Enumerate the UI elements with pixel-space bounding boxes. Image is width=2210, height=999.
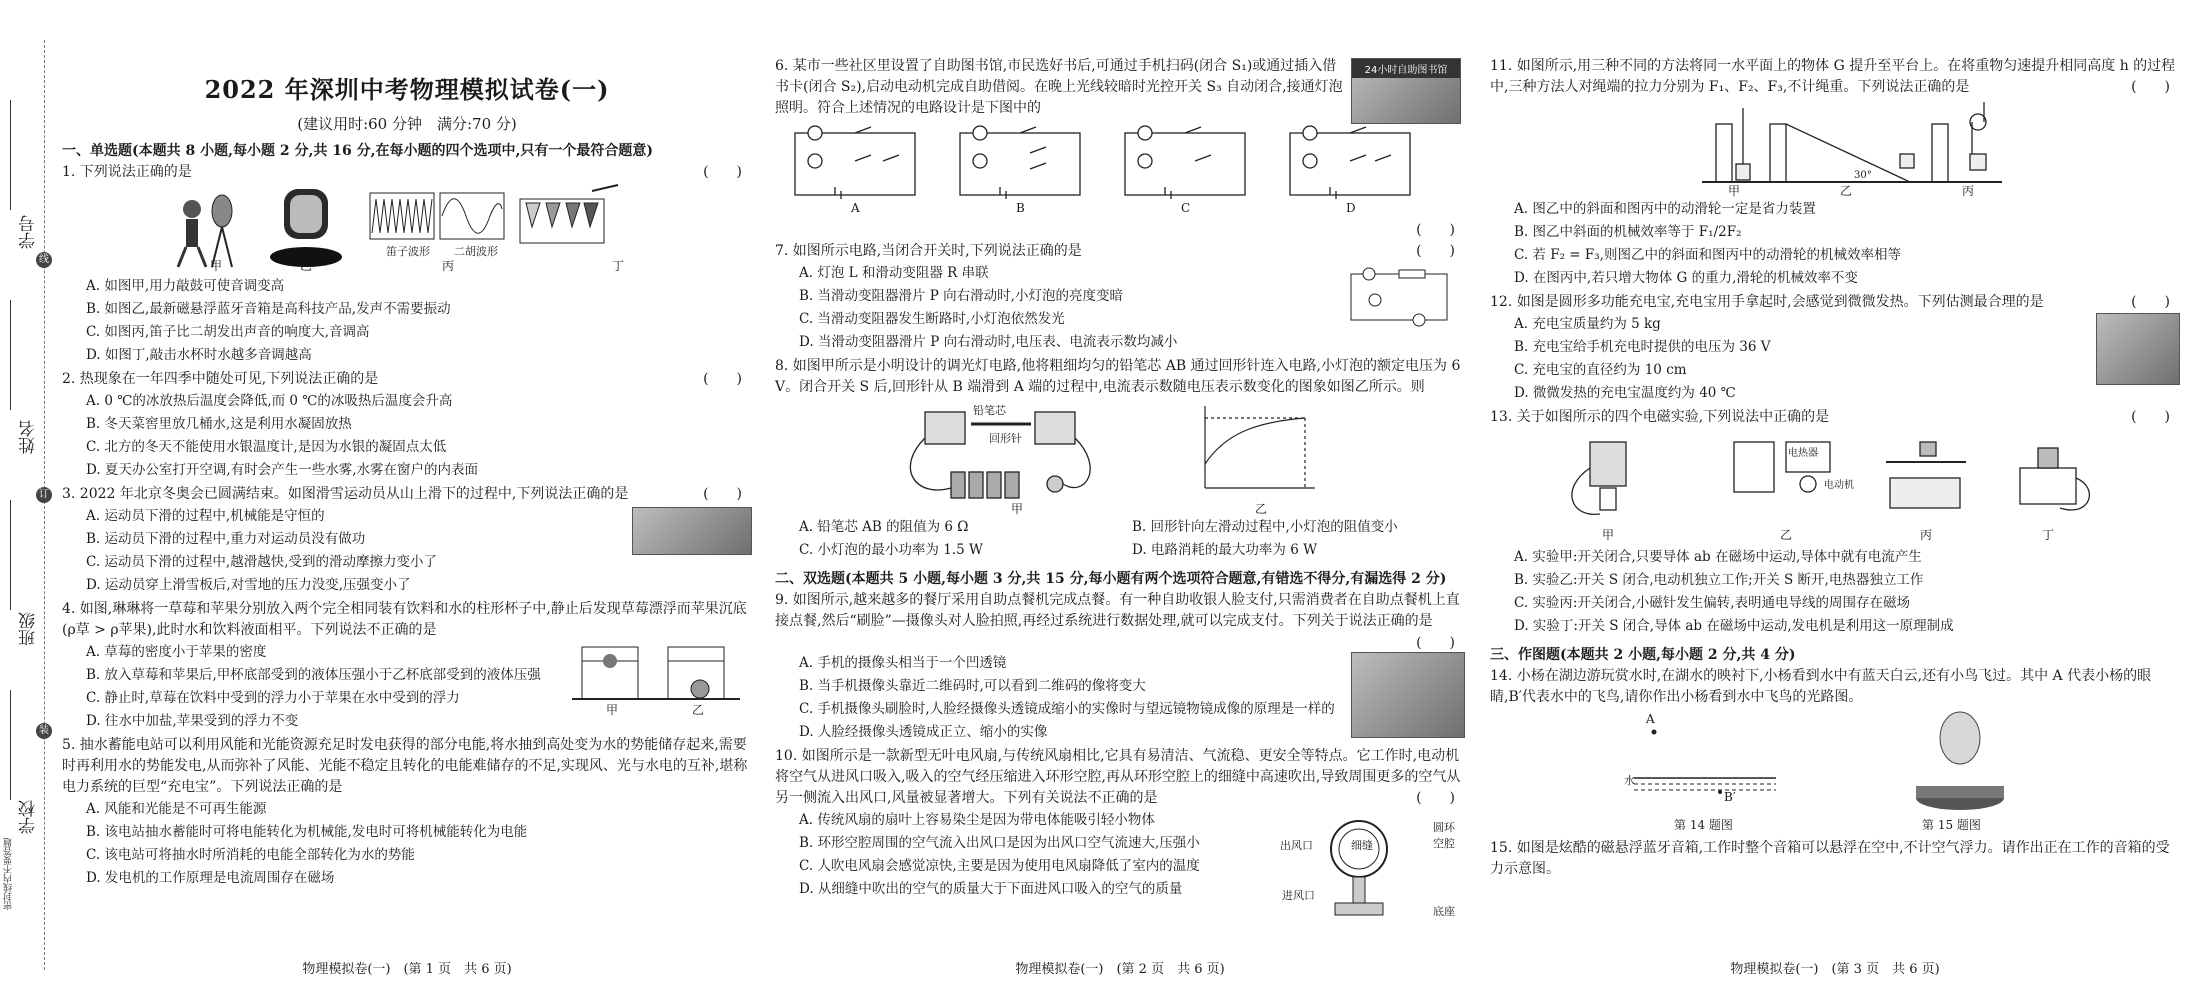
q13-option-d: D. 实验丁:开关 S 闭合,导体 ab 在磁场中运动,发电机是利用这一原理制成 (1514, 618, 1954, 634)
fig-label-yi: 乙 (300, 259, 313, 273)
wave-flute (370, 193, 434, 239)
q2-option-d: D. 夏天办公室打开空调,有时会产生一些水雾,水雾在窗户的内表面 (86, 462, 479, 478)
name-field[interactable] (10, 300, 11, 410)
q6-circuits (775, 123, 1465, 219)
q12-option-c: C. 充电宝的直径约为 10 cm (1514, 362, 1687, 378)
q2-option-b: B. 冬天菜窖里放几桶水,这是利用水凝固放热 (86, 416, 352, 432)
q13-figures (1490, 428, 2180, 546)
q12-option-d: D. 微微发热的充电宝温度约为 40 ℃ (1514, 385, 1736, 401)
fig-label-ding: 丁 (2042, 528, 2055, 542)
q11-stem: 11. 如图所示,用三种不同的方法将同一水平面上的物体 G 提升至平台上。在将重物匀速提升相同高度 h 的过程中,三种方法人对绳端的拉力分别为 F₁、F₂、F₃,不计绳重。下列说法正确的是 (1490, 58, 2176, 95)
question-5 (62, 735, 752, 798)
heater-label: 电热器 (1788, 448, 1818, 459)
fig-label-yi: 乙 (1780, 528, 1793, 542)
class-field[interactable] (10, 500, 11, 610)
q2-option-a: A. 0 ℃的冰放热后温度会降低,而 0 ℃的冰吸热后温度会升高 (86, 393, 453, 409)
student-id-field[interactable] (10, 100, 11, 210)
q1-figures (62, 183, 752, 275)
q13-option-c: C. 实验丙:开关闭合,小磁针发生偏转,表明通电导线的周围存在磁场 (1514, 595, 1911, 611)
q10-option-b: B. 环形空腔周围的空气流入出风口是因为出风口空气流速大,压强小 (799, 835, 1200, 851)
q11-option-a: A. 图乙中的斜面和图丙中的动滑轮一定是省力装置 (1514, 201, 1816, 217)
answer-paren[interactable]: ( ) (1416, 243, 1455, 259)
lift-figures (1702, 102, 2002, 182)
q9-option-a: A. 手机的摄像头相当于一个凹透镜 (799, 655, 1007, 671)
page-footer-1: 物理模拟卷(一) (第 1 页 共 6 页) (302, 962, 512, 977)
q11-figures (1490, 98, 2180, 198)
q2-stem: 2. 热现象在一年四季中随处可见,下列说法正确的是 (62, 371, 379, 387)
answer-paren[interactable]: ( ) (1416, 790, 1455, 806)
q7-option-c: C. 当滑动变阻器发生断路时,小灯泡依然发光 (799, 311, 1065, 327)
point-a-label: A (1646, 712, 1655, 726)
water-label: 水 (1624, 774, 1635, 787)
q2-option-c: C. 北方的冬天不能使用水银温度计,是因为水银的凝固点太低 (86, 439, 447, 455)
student-id-label: 学号 (19, 215, 39, 249)
question-7 (775, 241, 1465, 262)
library-sign: 24小时自助图书馆 (1352, 59, 1460, 78)
fig-label-ding: 丁 (612, 259, 625, 273)
q11-option-d: D. 在图丙中,若只增大物体 G 的重力,滑轮的机械效率不变 (1514, 270, 1858, 286)
wave-erhu (440, 193, 504, 239)
fig-label-jia: 甲 (1011, 502, 1024, 516)
power-bank-photo (2096, 313, 2180, 385)
q10-option-d: D. 从细缝中吹出的空气的质量大于下面进风口吸入的空气的质量 (799, 881, 1183, 897)
circuit-a (795, 126, 915, 199)
skier-photo (632, 507, 752, 555)
question-2 (62, 369, 752, 390)
paper-clip-label: 回形针 (989, 432, 1022, 445)
q5-option-b: B. 该电站抽水蓄能时可将电能转化为机械能,发电时可将机械能转化为电能 (86, 824, 528, 840)
q5-option-d: D. 发电机的工作原理是电流周围存在磁场 (86, 870, 335, 886)
question-11 (1490, 56, 2180, 98)
cup-label-yi: 乙 (691, 703, 704, 717)
circuit-label-a: A (851, 201, 860, 215)
answer-paren[interactable]: ( ) (2131, 294, 2170, 310)
answer-paren[interactable]: ( ) (1416, 222, 1455, 238)
section-single-choice: 一、单选题(本题共 8 小题,每小题 2 分,共 16 分,在每小题的四个选项中,只有一个最符合题意) (62, 143, 653, 159)
cup-label-jia: 甲 (605, 703, 618, 717)
fig-label-jia: 甲 (1728, 184, 1741, 198)
q8-option-b: B. 回形针向左滑动过程中,小灯泡的阻值变小 (1132, 519, 1398, 535)
motor-label: 电动机 (1824, 480, 1854, 491)
question-13 (1490, 407, 2180, 428)
q10-option-a: A. 传统风扇的扇叶上容易染尘是因为带电体能吸引轻小物体 (799, 812, 1155, 828)
fan-label-base: 底座 (1433, 905, 1455, 918)
q7-option-d: D. 当滑动变阻器滑片 P 向右滑动时,电压表、电流表示数均减小 (799, 334, 1178, 350)
seal-mark-2: 订 (36, 487, 52, 503)
answer-paren[interactable]: ( ) (703, 371, 742, 387)
circuit-label-c: C (1181, 201, 1191, 215)
q3-option-d: D. 运动员穿上滑雪板后,对雪地的压力没变,压强变小了 (86, 577, 411, 593)
q11-figure-svg (1490, 98, 2180, 198)
q7-circuit (1345, 266, 1455, 328)
question-12 (1490, 292, 2180, 313)
q1-figure-svg (62, 183, 752, 275)
q13-stem: 13. 关于如图所示的四个电磁实验,下列说法中正确的是 (1490, 409, 1830, 425)
q14-q15-figures (1490, 708, 2180, 836)
q7-option-b: B. 当滑动变阻器滑片 P 向右滑动时,小灯泡的亮度变暗 (799, 288, 1123, 304)
q3-option-c: C. 运动员下滑的过程中,越滑越快,受到的滑动摩擦力变小了 (86, 554, 438, 570)
circuit-b (960, 126, 1080, 199)
q8-option-a: A. 铅笔芯 AB 的阻值为 6 Ω (799, 519, 969, 535)
exam-title: 2022 年深圳中考物理模拟试卷(一) (204, 75, 610, 104)
pencil-core-label: 铅笔芯 (973, 404, 1006, 417)
q10-option-c: C. 人吹电风扇会感觉凉快,主要是因为使用电风扇降低了室内的温度 (799, 858, 1200, 874)
seal-mark-3: 装 (36, 723, 52, 739)
page-2 (775, 0, 1465, 999)
question-15 (1490, 838, 2180, 880)
fan-label-outlet: 出风口 (1280, 839, 1313, 852)
q5-option-a: A. 风能和光能是不可再生能源 (86, 801, 267, 817)
q8-stem: 8. 如图甲所示是小明设计的调光灯电路,他将粗细均匀的铅笔芯 AB 通过回形针连入电路,小灯泡的额定电压为 6 V。闭合开关 S 后,回形针从 B 端滑到 A 端的过程中,电流表示数随电压表示数变化的图象如图乙所示。则 (775, 358, 1461, 395)
q4-option-b: B. 放入草莓和苹果后,甲杯底部受到的液体压强小于乙杯底部受到的液体压强 (86, 667, 541, 683)
q5-option-c: C. 该电站可将抽水时所消耗的电能全部转化为水的势能 (86, 847, 415, 863)
q3-stem: 3. 2022 年北京冬奥会已圆满结束。如图滑雪运动员从山上滑下的过程中,下列说法正确的是 (62, 486, 629, 502)
q4-option-a: A. 草莓的密度小于苹果的密度 (86, 644, 267, 660)
q4-option-c: C. 静止时,草莓在饮料中受到的浮力小于苹果在水中受到的浮力 (86, 690, 460, 706)
page-footer-2: 物理模拟卷(一) (第 2 页 共 6 页) (1015, 962, 1225, 977)
fig-label-bing: 丙 (1962, 184, 1975, 198)
fig-label-bing: 丙 (1920, 528, 1933, 542)
circuit-label-b: B (1016, 201, 1025, 215)
circuit-label-d: D (1346, 201, 1356, 215)
fig-label-bing: 丙 (442, 259, 455, 273)
q14-q15-figure-svg (1490, 708, 2180, 836)
name-label: 姓名 (19, 420, 39, 454)
question-3 (62, 484, 752, 505)
school-field[interactable] (10, 690, 11, 800)
q4-option-d: D. 往水中加盐,苹果受到的浮力不变 (86, 713, 299, 729)
q12-stem: 12. 如图是圆形多功能充电宝,充电宝用手拿起时,会感觉到微微发热。下列估测最合理的是 (1490, 294, 2044, 310)
school-label: 学校 (19, 800, 39, 834)
q9-stem: 9. 如图所示,越来越多的餐厅采用自助点餐机完成点餐。有一种自助收银人脸支付,只需消费者在自助点餐机上直接点餐,然后“刷脸”—摄像头对人脸拍照,再经过系统进行数据处理,就可以完成支付。下列关于说法正确的是 (775, 592, 1460, 629)
fig-label-yi: 乙 (1840, 184, 1853, 198)
q1-option-c: C. 如图丙,笛子比二胡发出声音的响度大,音调高 (86, 324, 370, 340)
answer-paren[interactable]: ( ) (703, 486, 742, 502)
angle-label: 30° (1854, 170, 1872, 181)
binding-margin (0, 0, 62, 999)
self-service-photo (1351, 652, 1465, 738)
page-3 (1490, 0, 2180, 999)
iv-graph (1205, 406, 1315, 488)
fan-label-cavity: 圆环空腔 (1433, 821, 1455, 850)
q8-figure-svg (775, 398, 1465, 516)
q8-figures (775, 398, 1465, 516)
q7-option-a: A. 灯泡 L 和滑动变阻器 R 串联 (799, 265, 989, 281)
drum-figure (178, 195, 232, 267)
question-4 (62, 599, 752, 641)
circuit-d (1290, 126, 1410, 199)
question-1 (62, 162, 752, 183)
library-photo (1351, 58, 1461, 124)
question-10 (775, 746, 1465, 809)
page-1 (62, 0, 752, 999)
water-surface (1634, 778, 1776, 790)
q15-stem: 15. 如图是炫酷的磁悬浮蓝牙音箱,工作时整个音箱可以悬浮在空中,不计空气浮力。请作出正在工作的音箱的受力示意图。 (1490, 840, 2170, 877)
section-double-choice: 二、双选题(本题共 5 小题,每小题 3 分,共 15 分,每小题有两个选项符合题意,有错选不得分,有漏选得 2 分) (775, 571, 1447, 587)
section-drawing: 三、作图题(本题共 2 小题,每小题 2 分,共 4 分) (1490, 647, 1796, 663)
point-b-label: B′ (1724, 790, 1736, 804)
q8-option-c: C. 小灯泡的最小功率为 1.5 W (799, 542, 983, 558)
q7-stem: 7. 如图所示电路,当闭合开关时,下列说法正确的是 (775, 243, 1082, 259)
q1-option-d: D. 如图丁,敲击水杯时水越多音调越高 (86, 347, 312, 363)
fig-label-jia: 甲 (1602, 528, 1615, 542)
fig15-caption: 第 15 题图 (1922, 818, 1981, 832)
fig-label-yi: 乙 (1255, 502, 1268, 516)
answer-paren[interactable]: ( ) (2131, 409, 2170, 425)
question-14 (1490, 666, 2180, 708)
q14-stem: 14. 小杨在湖边游玩赏水时,在湖水的映衬下,小杨看到水中有蓝天白云,还有小鸟飞过。其中 A 代表小杨的眼睛,B′代表水中的飞鸟,请你作出小杨看到水中飞鸟的光路图。 (1490, 668, 2152, 705)
q3-option-a: A. 运动员下滑的过程中,机械能是守恒的 (86, 508, 325, 524)
class-label: 班级 (19, 612, 39, 646)
circuit-c (1125, 126, 1245, 199)
q1-option-b: B. 如图乙,最新磁悬浮蓝牙音箱是高科技产品,发声不需要振动 (86, 301, 451, 317)
q11-option-b: B. 图乙中斜面的机械效率等于 F₁/2F₂ (1514, 224, 1742, 240)
fan-label-inlet: 进风口 (1282, 889, 1315, 902)
q1-option-a: A. 如图甲,用力敲鼓可使音调变高 (86, 278, 285, 294)
q12-option-b: B. 充电宝给手机充电时提供的电压为 36 V (1514, 339, 1771, 355)
question-8 (775, 356, 1465, 398)
q13-option-b: B. 实验乙:开关 S 闭合,电动机独立工作;开关 S 断开,电热器独立工作 (1514, 572, 1924, 588)
exam-subtitle: (建议用时:60 分钟 满分:70 分) (297, 115, 517, 133)
q6-stem: 6. 某市一些社区里设置了自助图书馆,市民选好书后,可通过手机扫码(闭合 S₁)或通过插入借书卡(闭合 S₂),启动电动机完成自助借阅。在晚上光线较暗时光控开关 S₃ 自动闭合,接通灯泡照明。符合上述情况的电路设计是下图中的 (775, 58, 1343, 116)
q8-options (775, 516, 1465, 562)
answer-paren[interactable]: ( ) (2131, 79, 2170, 95)
question-9 (775, 590, 1465, 632)
page-footer-3: 物理模拟卷(一) (第 3 页 共 6 页) (1730, 962, 1940, 977)
seal-note: 密封线内不要答题 (4, 838, 14, 910)
seal-line (44, 40, 45, 970)
q6-circuit-svg (775, 123, 1465, 219)
q4-stem: 4. 如图,琳琳将一草莓和苹果分别放入两个完全相同装有饮料和水的柱形杯子中,静止后发现草莓漂浮而苹果沉底(ρ草 > ρ苹果),此时水和饮料液面相平。下列说法不正确的是 (62, 601, 747, 638)
q12-option-a: A. 充电宝质量约为 5 kg (1514, 316, 1661, 332)
seal-mark-1: 线 (36, 252, 52, 268)
wave-label-erhu: 二胡波形 (454, 245, 498, 258)
speaker-figure (270, 189, 342, 267)
q11-option-c: C. 若 F₂ = F₃,则图乙中的斜面和图丙中的动滑轮的机械效率相等 (1514, 247, 1901, 263)
answer-paren[interactable]: ( ) (703, 164, 742, 180)
levitating-speaker (1916, 712, 2004, 810)
fan-label-slit: 细缝 (1351, 839, 1373, 852)
q10-stem: 10. 如图所示是一款新型无叶电风扇,与传统风扇相比,它具有易清洁、气流稳、更安全等特点。它工作时,电动机将空气从进风口吸入,吸入的空气经压缩进入环形空腔,再从环形空腔上的细缝中高速吹出,导致周围更多的空气从另一侧流入出风口,风量被显著增大。下列有关说法不正确的是 (775, 748, 1461, 806)
q13-option-a: A. 实验甲:开关闭合,只要导体 ab 在磁场中运动,导体中就有电流产生 (1514, 549, 1922, 565)
answer-paren[interactable]: ( ) (1416, 635, 1455, 651)
q5-stem: 5. 抽水蓄能电站可以利用风能和光能资源充足时发电获得的部分电能,将水抽到高处变为水的势能储存起来,需要时再利用水的势能发电,从而弥补了风能、光能不稳定且转化的电能难储存的不足,实现风、光与水电的互补,堪称电力系统的巨型“充电宝”。下列说法正确的是 (62, 737, 748, 795)
glasses-figure (520, 185, 618, 243)
fig-label-jia: 甲 (210, 259, 223, 273)
fig14-caption: 第 14 题图 (1674, 818, 1733, 832)
q3-option-b: B. 运动员下滑的过程中,重力对运动员没有做功 (86, 531, 366, 547)
q9-option-c: C. 手机摄像头刷脸时,人脸经摄像头透镜成缩小的实像时与望远镜物镜成像的原理是一样的 (799, 701, 1335, 717)
q9-option-d: D. 人脸经摄像头透镜成正立、缩小的实像 (799, 724, 1048, 740)
q1-stem: 1. 下列说法正确的是 (62, 164, 192, 180)
q8-option-d: D. 电路消耗的最大功率为 6 W (1132, 542, 1317, 558)
wave-label-flute: 笛子波形 (386, 245, 430, 258)
dimmer-apparatus (910, 412, 1090, 498)
q9-option-b: B. 当手机摄像头靠近二维码时,可以看到二维码的像将变大 (799, 678, 1146, 694)
